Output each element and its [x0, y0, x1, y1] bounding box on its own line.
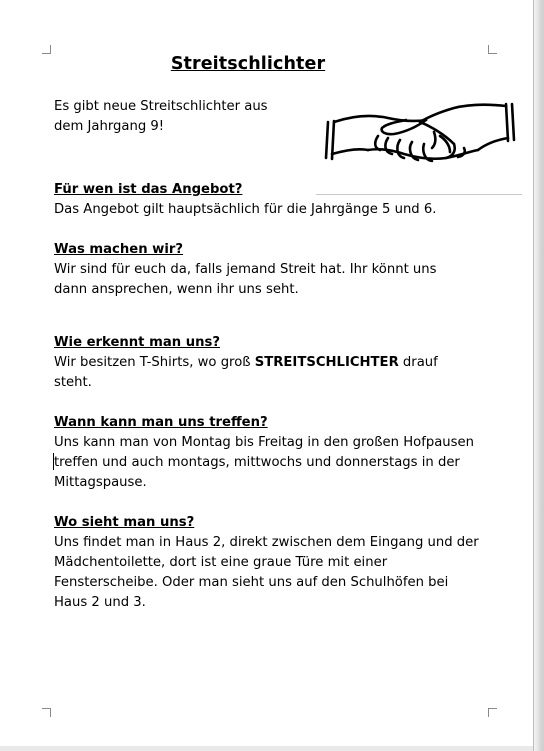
- section-text-line: Mittagspause.: [54, 475, 147, 490]
- section-text-line: dann ansprechen, wenn ihr uns seht.: [54, 282, 299, 297]
- text-run: Wir besitzen T-Shirts, wo groß: [54, 355, 255, 370]
- handshake-icon: [322, 92, 518, 174]
- section-text-line: Fensterscheibe. Oder man sieht uns auf den Schulhöfen bei: [54, 575, 449, 590]
- intro-line-2: dem Jahrgang 9!: [54, 119, 165, 134]
- section-text-line: [54, 353, 438, 373]
- section-text-line: Haus 2 und 3.: [54, 595, 146, 610]
- section-text-line: Das Angebot gilt hauptsächlich für die Jahrgänge 5 und 6.: [54, 202, 437, 217]
- section-heading-recognize: Wie erkennt man uns?: [54, 335, 220, 350]
- crop-mark-top-right: [488, 45, 497, 54]
- crop-mark-top-left: [42, 45, 51, 54]
- section-text-line: Mädchentoilette, dort ist eine graue Türe mit einer: [54, 555, 388, 570]
- section-heading-what: Was machen wir?: [54, 242, 184, 257]
- page-bottom-edge: [0, 746, 534, 751]
- text-run: drauf: [398, 355, 438, 370]
- emphasis-text: STREITSCHLICHTER: [254, 355, 399, 370]
- intro-line-1: Es gibt neue Streitschlichter aus: [54, 99, 268, 114]
- crop-mark-bottom-left: [42, 708, 51, 717]
- section-text-line: Uns findet man in Haus 2, direkt zwischen dem Eingang und der: [54, 535, 479, 550]
- section-heading-where: Wo sieht man uns?: [54, 515, 195, 530]
- page-title: Streitschlichter: [170, 54, 326, 74]
- text-cursor: [53, 453, 54, 470]
- section-text-line: Wir sind für euch da, falls jemand Streit hat. Ihr könnt uns: [54, 262, 437, 277]
- section-heading-audience: Für wen ist das Angebot?: [54, 182, 243, 197]
- crop-mark-bottom-right: [488, 708, 497, 717]
- section-text-line: steht.: [54, 375, 92, 390]
- viewer-scrollbar-edge[interactable]: [533, 0, 544, 751]
- section-text-line: treffen und auch montags, mittwochs und donnerstags in der: [54, 455, 460, 470]
- section-heading-when: Wann kann man uns treffen?: [54, 415, 268, 430]
- horizontal-rule: [316, 194, 522, 195]
- section-text-line: Uns kann man von Montag bis Freitag in den großen Hofpausen: [54, 435, 475, 450]
